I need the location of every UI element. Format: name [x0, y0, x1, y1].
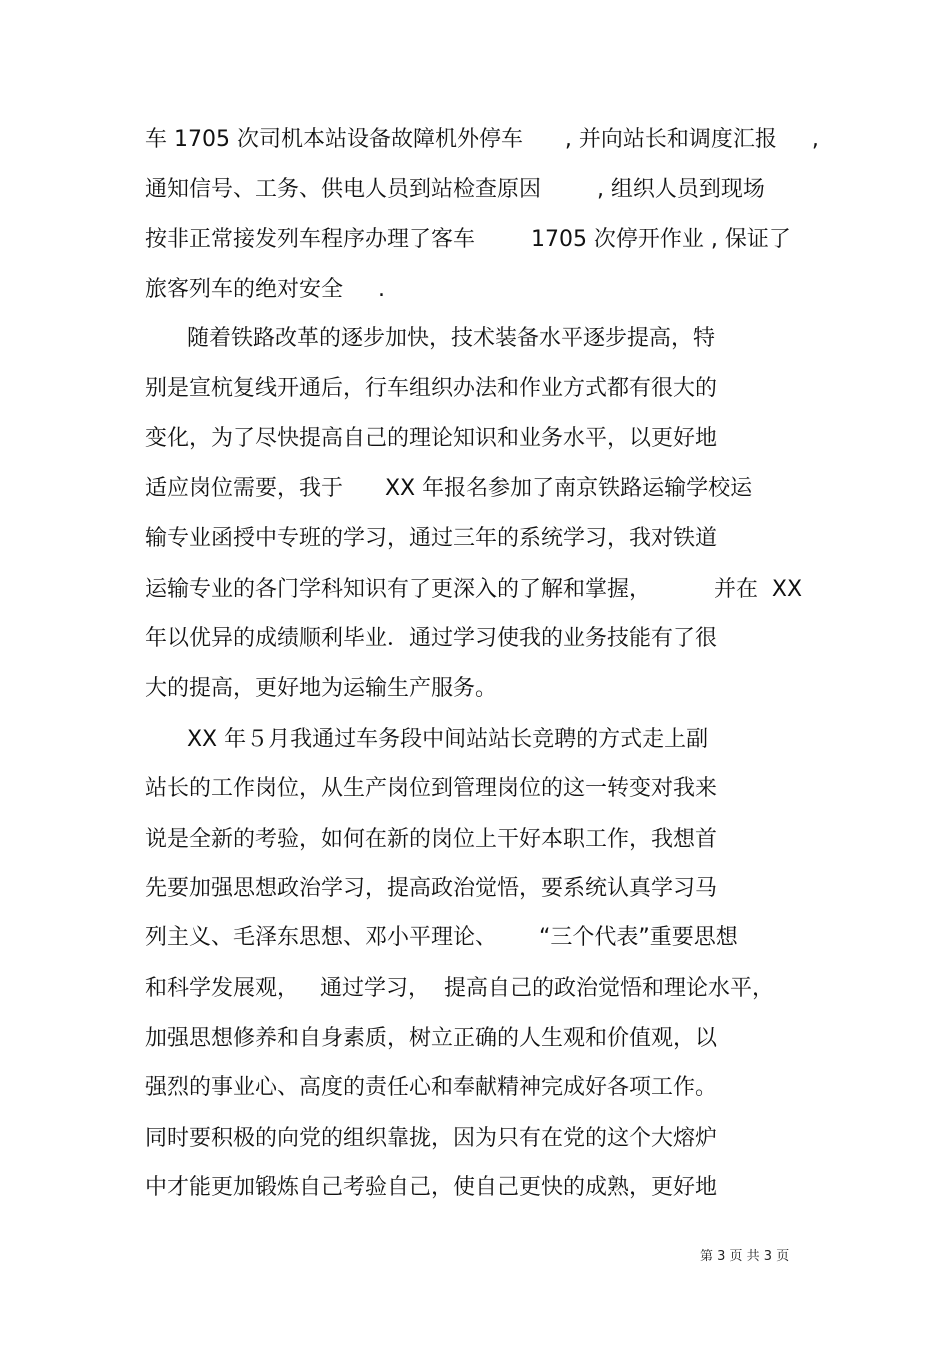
text-line: 按非正常接发列车程序办理了客车 1705 次停开作业 , 保证了	[145, 227, 791, 252]
text-line: 说是全新的考验，如何在新的岗位上干好本职工作，我想首	[145, 827, 718, 852]
text-line: 和科学发展观， 通过学习， 提高自己的政治觉悟和理论水平，	[145, 976, 774, 1001]
text-line: 站长的工作岗位，从生产岗位到管理岗位的这一转变对我来	[145, 776, 718, 801]
text-line: 变化，为了尽快提高自己的理论知识和业务水平，以更好地	[145, 426, 718, 451]
text-line: 车 1705 次司机本站设备故障机外停车 , 并向站长和调度汇报 ,	[145, 127, 819, 152]
text-line: 适应岗位需要，我于 XX 年报名参加了南京铁路运输学校运	[145, 476, 753, 501]
text-line: 加强思想修养和自身素质，树立正确的人生观和价值观，以	[145, 1026, 718, 1051]
text-line: 通知信号、工务、供电人员到站检查原因 , 组织人员到现场	[145, 177, 765, 202]
text-line: 输专业函授中专班的学习，通过三年的系统学习，我对铁道	[145, 526, 718, 551]
text-line: 先要加强思想政治学习，提高政治觉悟，要系统认真学习马	[145, 876, 718, 901]
text-line: 旅客列车的绝对安全 .	[145, 277, 385, 302]
text-line: 别是宣杭复线开通后，行车组织办法和作业方式都有很大的	[145, 376, 718, 401]
text-line: XX 年５月我通过车务段中间站站长竞聘的方式走上副	[145, 727, 709, 752]
page-number-footer: 第 3 页 共 3 页	[700, 1249, 790, 1264]
text-line: 同时要积极的向党的组织靠拢，因为只有在党的这个大熔炉	[145, 1126, 718, 1151]
text-line: 年以优异的成绩顺利毕业．通过学习使我的业务技能有了很	[145, 626, 718, 651]
text-line: 随着铁路改革的逐步加快，技术装备水平逐步提高，特	[145, 326, 715, 351]
text-line: 强烈的事业心、高度的责任心和奉献精神完成好各项工作。	[145, 1075, 718, 1100]
text-line: 列主义、毛泽东思想、邓小平理论、 “三个代表”重要思想	[145, 925, 738, 950]
text-line: 中才能更加锻炼自己考验自己，使自己更快的成熟，更好地	[145, 1175, 718, 1200]
text-line: 运输专业的各门学科知识有了更深入的了解和掌握， 并在 XX	[145, 577, 803, 602]
text-line: 大的提高，更好地为运输生产服务。	[145, 676, 498, 701]
